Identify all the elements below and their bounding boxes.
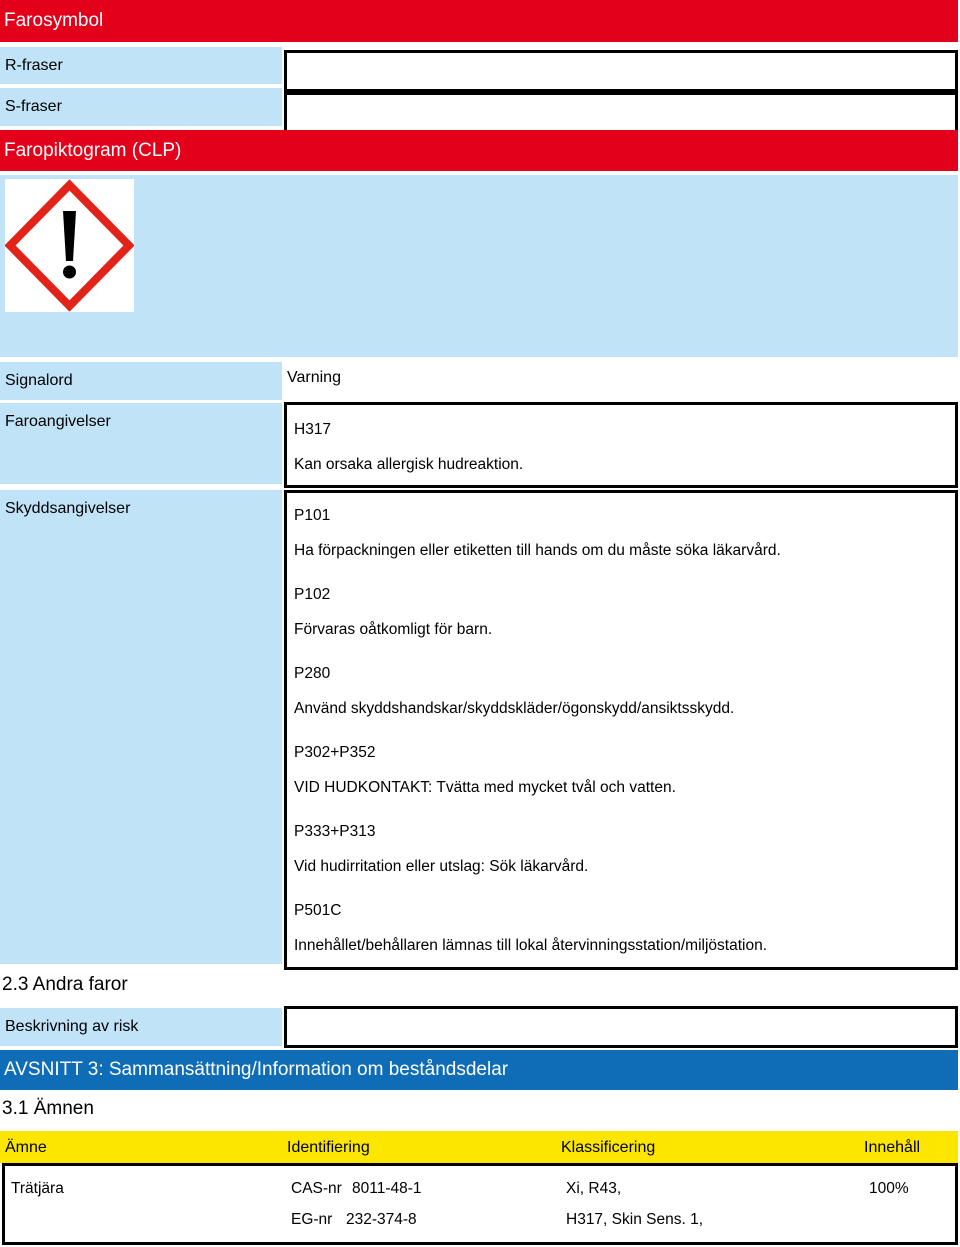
cell-substance: Trätjära [11,1180,64,1197]
hazard-statement-code: H317 [294,421,332,438]
pictogram-area [0,175,958,357]
pictogram-frame [5,179,134,312]
substances-subheading: 3.1 Ämnen [2,1098,94,1119]
hazard-symbol-title: Farosymbol [4,10,104,31]
precautionary-text: Innehållet/behållaren lämnas till lokal återvinningsstation/miljöstation. [294,937,768,954]
pictogram-title: Faropiktogram (CLP) [4,139,182,161]
pictogram-header [0,130,958,171]
s-phrases-label: S-fraser [5,98,62,115]
precautionary-label-cell [0,490,282,964]
cell-classification-line2: H317, Skin Sens. 1, [566,1211,703,1228]
s-phrases-field [284,92,958,134]
precautionary-label: Skyddsangivelser [5,500,131,517]
signal-word-value: Varning [287,369,341,386]
hazard-symbol-header [0,0,958,42]
header-content: Innehåll [864,1139,921,1156]
composition-table-row [2,1163,958,1245]
signal-word-label: Signalord [5,372,73,389]
precautionary-text: Förvaras oåtkomligt för barn. [294,621,493,638]
precautionary-code: P102 [294,586,331,603]
cell-content: 100% [869,1180,909,1197]
cell-classification-line1: Xi, R43, [566,1180,622,1197]
section3-header [0,1050,958,1090]
header-substance: Ämne [5,1139,47,1156]
cell-cas-value: 8011-48-1 [352,1180,422,1197]
precautionary-code: P333+P313 [294,823,376,840]
risk-description-label: Beskrivning av risk [5,1018,139,1035]
ghs-exclamation-mark-icon [5,179,134,312]
precautionary-code: P101 [294,507,331,524]
hazard-statements-label: Faroangivelser [5,413,111,430]
signal-word-label-cell [0,362,282,400]
header-classification: Klassificering [561,1139,656,1156]
precautionary-text: Ha förpackningen eller etiketten till hands om du måste söka läkarvård. [294,542,781,559]
r-phrases-field [284,50,958,92]
section3-title: AVSNITT 3: Sammansättning/Information om beståndsdelar [4,1059,509,1080]
s-phrases-label-cell [0,88,282,126]
precautionary-text: Vid hudirritation eller utslag: Sök läkarvård. [294,858,589,875]
precautionary-statements-box [284,490,958,970]
hazard-statement-text: Kan orsaka allergisk hudreaktion. [294,456,524,473]
precautionary-text: VID HUDKONTAKT: Tvätta med mycket tvål och vatten. [294,779,676,796]
precautionary-code: P501C [294,902,342,919]
r-phrases-label: R-fraser [5,56,63,74]
cell-cas-label: CAS-nr [291,1180,342,1197]
r-phrases-label-cell [0,47,282,84]
header-identification: Identifiering [287,1139,370,1156]
cell-ec-value: 232-374-8 [346,1211,417,1228]
hazard-statements-box [284,402,958,488]
precautionary-code: P280 [294,665,331,682]
hazard-statements-label-cell [0,403,282,484]
composition-table-header [0,1131,958,1163]
precautionary-text: Använd skyddshandskar/skyddskläder/ögonskydd/ansiktsskydd. [294,700,735,717]
risk-description-label-cell [0,1008,282,1046]
precautionary-code: P302+P352 [294,744,376,761]
cell-ec-label: EG-nr [291,1211,333,1228]
other-hazards-heading: 2.3 Andra faror [2,974,128,995]
risk-description-field [284,1006,958,1048]
